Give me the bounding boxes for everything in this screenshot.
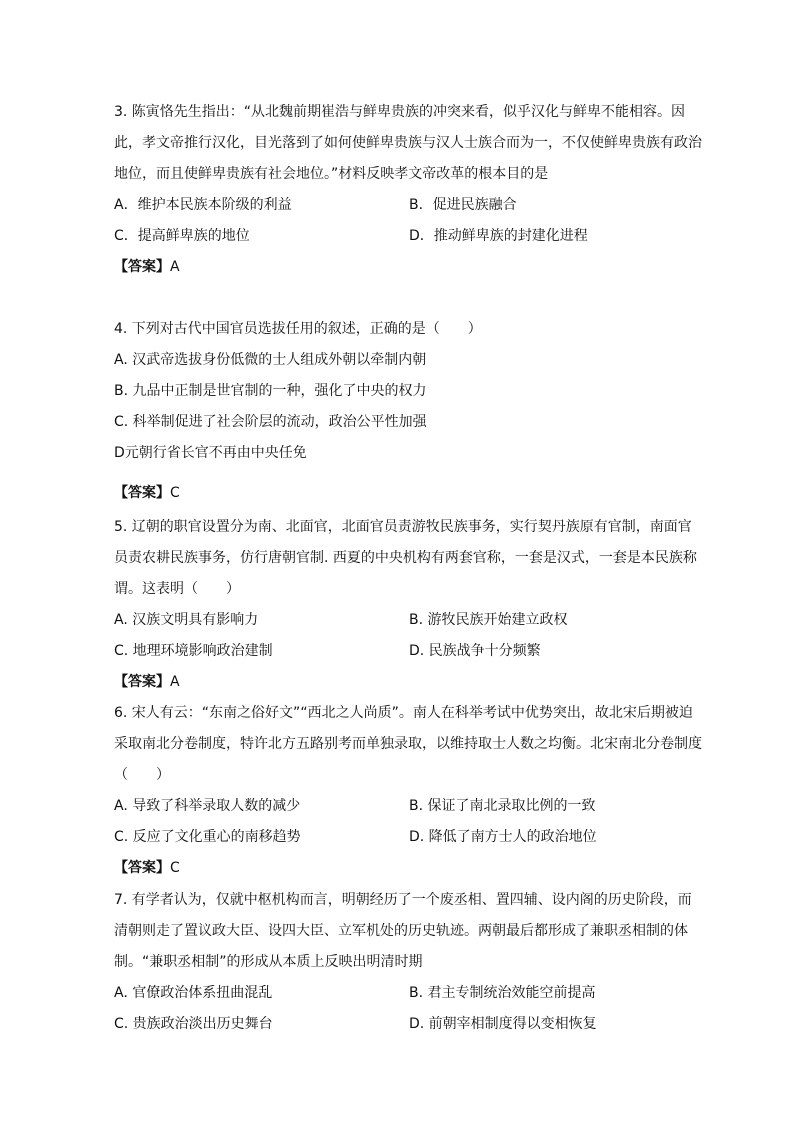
option-row — [114, 791, 704, 822]
question-stem: 6. 宋人有云：“东南之俗好文”“西北之人尚质”。南人在科举考试中优势突出，故北宋后期被迫采取南北分卷制度，特许北方五路别考而单独录取，以维持取士人数之均衡。北宋南北分卷制度（ ） — [114, 705, 702, 783]
option-a: A. 汉族文明具有影响力 — [114, 612, 259, 628]
option-row — [114, 407, 704, 438]
question-4 — [114, 314, 704, 509]
option-row — [114, 822, 704, 853]
option-a: A．维护本民族本阶级的利益 — [114, 197, 292, 213]
question-stem: 3. 陈寅恪先生指出：“从北魏前期崔浩与鲜卑贵族的冲突来看，似乎汉化与鲜卑不能相容。因此，孝文帝推行汉化，目光落到了如何使鲜卑贵族与汉人士族合而为一，不仅使鲜卑贵族有政治地位，而且使鲜卑贵族有社会地位。”材料反映孝文帝改革的根本目的是 — [114, 104, 702, 182]
question-stem: 7. 有学者认为，仅就中枢机构而言，明朝经历了一个废丞相、置四辅、设内阁的历史阶段，而清朝则走了置议政大臣、设四大臣、立军机处的历史轨迹。两朝最后都形成了兼职丞相制的体制。“兼职丞相制”的形成从本质上反映出明清时期 — [114, 892, 692, 970]
answer-value: C — [170, 485, 180, 501]
question-5 — [114, 512, 704, 698]
option-row — [114, 438, 704, 469]
option-row — [114, 190, 704, 221]
option-c: C. 反应了文化重心的南移趋势 — [114, 829, 301, 845]
option-row — [114, 978, 704, 1009]
answer-value: C — [170, 860, 180, 876]
answer-line — [114, 667, 704, 698]
answer-line — [114, 853, 704, 884]
answer-label: 【答案】 — [114, 674, 170, 690]
option-d: D. 民族战争十分频繁 — [409, 643, 541, 659]
option-row — [114, 221, 704, 252]
option-c: C. 贵族政治淡出历史舞台 — [114, 1016, 273, 1032]
option-d: D. 前朝宰相制度得以变相恢复 — [409, 1016, 597, 1032]
question-6 — [114, 698, 704, 884]
answer-line — [114, 252, 704, 283]
option-c: C. 科举制促进了社会阶层的流动，政治公平性加强 — [114, 414, 427, 430]
question-stem: 4. 下列对古代中国官员选拔任用的叙述，正确的是（ ） — [114, 321, 482, 337]
option-b: B. 保证了南北录取比例的一致 — [409, 798, 596, 814]
option-a: A. 汉武帝选拔身份低微的士人组成外朝以牵制内朝 — [114, 352, 427, 368]
option-c: C. 地理环境影响政治建制 — [114, 643, 273, 659]
answer-value: A — [170, 674, 180, 690]
option-b: B．促进民族融合 — [409, 197, 517, 213]
option-row — [114, 605, 704, 636]
answer-label: 【答案】 — [114, 485, 170, 501]
option-b: B. 游牧民族开始建立政权 — [409, 612, 568, 628]
option-d: D．推动鲜卑族的封建化进程 — [409, 228, 588, 244]
option-b: B. 九品中正制是世官制的一种，强化了中央的权力 — [114, 383, 427, 399]
question-stem: 5. 辽朝的职官设置分为南、北面官，北面官员责游牧民族事务，实行契丹族原有官制，南面官员责农耕民族事务，仿行唐朝官制. 西夏的中央机构有两套官称，一套是汉式，一套是本民族称谓。这表明（ ） — [114, 519, 697, 597]
option-d: D元朝行省长官不再由中央任免 — [114, 445, 307, 461]
answer-label: 【答案】 — [114, 860, 170, 876]
option-a: A. 导致了科举录取人数的减少 — [114, 798, 301, 814]
option-row — [114, 376, 704, 407]
answer-label: 【答案】 — [114, 259, 170, 275]
option-c: C．提高鲜卑族的地位 — [114, 228, 250, 244]
option-row — [114, 345, 704, 376]
option-d: D. 降低了南方士人的政治地位 — [409, 829, 597, 845]
question-7 — [114, 885, 704, 1040]
option-b: B. 君主专制统治效能空前提高 — [409, 985, 596, 1001]
answer-value: A — [170, 259, 180, 275]
question-3 — [114, 97, 704, 283]
option-row — [114, 1009, 704, 1040]
option-a: A. 官僚政治体系扭曲混乱 — [114, 985, 273, 1001]
option-row — [114, 636, 704, 667]
answer-line — [114, 478, 704, 509]
